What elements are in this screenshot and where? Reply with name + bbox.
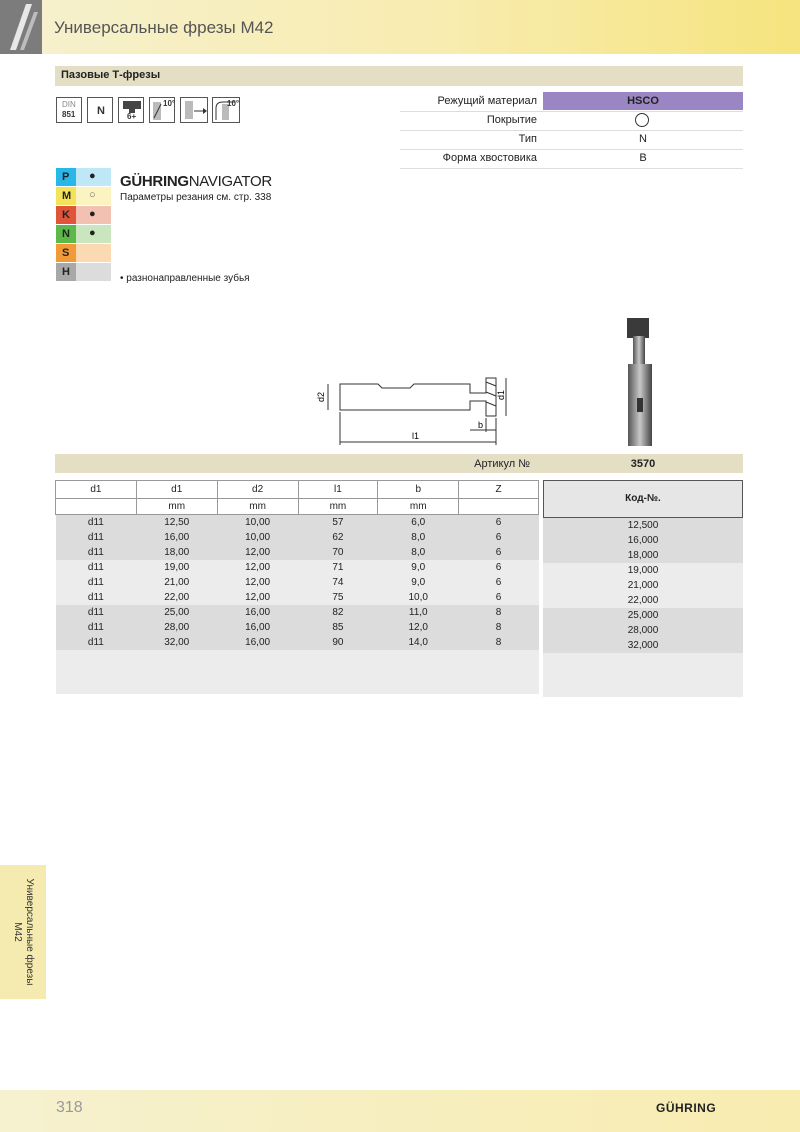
unit-cell: mm (136, 499, 217, 515)
col-header: Z (459, 481, 539, 499)
table-cell: 11,0 (378, 605, 459, 620)
tool-photo (615, 312, 665, 450)
table-cell: 10,00 (217, 515, 298, 531)
table-cell: 57 (298, 515, 378, 531)
din-label: DIN (62, 100, 76, 109)
feature-bullet: • разнонаправленные зубья (120, 273, 250, 284)
table-cell: 19,00 (136, 560, 217, 575)
d2-label: d2 (316, 391, 326, 402)
table-cell: 12,00 (217, 545, 298, 560)
code-cell[interactable]: 21,000 (543, 578, 743, 593)
material-row-k: K ● (56, 206, 111, 224)
d1-label: d1 (496, 389, 506, 400)
type-n-icon (87, 97, 113, 123)
feed-direction-icon (180, 97, 208, 123)
unit-cell (459, 499, 539, 515)
article-label: Артикул № (474, 458, 530, 470)
page-number: 318 (56, 1099, 83, 1116)
table-cell: 82 (298, 605, 378, 620)
prop-divider (400, 149, 743, 150)
table-cell: 14,0 (378, 635, 459, 650)
footer-brand-logo: GÜHRING (656, 1101, 717, 1115)
tool-drawing (310, 370, 530, 450)
code-row[interactable] (543, 533, 743, 548)
table-cell: 9,0 (378, 575, 459, 590)
table-cell: 12,00 (217, 575, 298, 590)
code-cell[interactable]: 22,000 (543, 593, 743, 608)
prop-value-material: HSCO (627, 95, 659, 107)
table-cell: 6 (459, 575, 539, 590)
b-label: b (478, 420, 484, 430)
prop-label-type: Тип (518, 133, 537, 145)
table-cell: d11 (56, 590, 137, 605)
material-row-m: M ○ (56, 187, 111, 205)
table-cell: 70 (298, 545, 378, 560)
unit-cell: mm (298, 499, 378, 515)
table-cell: d11 (56, 635, 137, 650)
prop-label-coating: Покрытие (486, 114, 537, 126)
unit-cell (56, 499, 137, 515)
prop-label-material: Режущий материал (437, 95, 537, 107)
table-cell: d11 (56, 575, 137, 590)
code-cell[interactable]: 12,500 (543, 518, 743, 533)
prop-label-shank: Форма хвостовика (442, 152, 537, 164)
table-filler (543, 653, 743, 697)
table-cell: 18,00 (136, 545, 217, 560)
table-cell: 6 (459, 530, 539, 545)
spec-table (55, 480, 539, 694)
material-row-p: P ● (56, 168, 111, 186)
plunge-angle-icon (212, 97, 240, 123)
table-row (56, 560, 539, 575)
table-cell: d11 (56, 515, 137, 531)
table-cell: 6 (459, 590, 539, 605)
table-cell: d11 (56, 605, 137, 620)
helix-angle-icon (149, 97, 175, 123)
guhring-navigator-logo: GÜHRINGNAVIGATOR (120, 173, 272, 190)
teeth-count-label: 6+ (127, 112, 137, 121)
table-cell: 22,00 (136, 590, 217, 605)
table-cell: 28,00 (136, 620, 217, 635)
section-title: Пазовые Т-фрезы (61, 69, 161, 81)
code-header: Код-№. (543, 480, 743, 518)
prop-value-shank: B (639, 152, 647, 164)
code-cell[interactable]: 28,000 (543, 623, 743, 638)
table-cell: 74 (298, 575, 378, 590)
din-icon (56, 97, 82, 123)
code-row[interactable] (543, 578, 743, 593)
code-row[interactable] (543, 623, 743, 638)
table-cell: 8 (459, 635, 539, 650)
table-cell: 9,0 (378, 560, 459, 575)
code-cell[interactable]: 19,000 (543, 563, 743, 578)
l1-label: l1 (412, 431, 420, 441)
col-header: d2 (217, 481, 298, 499)
table-cell: 85 (298, 620, 378, 635)
table-cell: 75 (298, 590, 378, 605)
table-cell: 16,00 (217, 620, 298, 635)
col-header: b (378, 481, 459, 499)
table-cell: 12,00 (217, 560, 298, 575)
prop-divider (400, 130, 743, 131)
table-cell: d11 (56, 545, 137, 560)
table-cell: 10,0 (378, 590, 459, 605)
table-cell: 16,00 (136, 530, 217, 545)
cutting-params-note: Параметры резания см. стр. 338 (120, 192, 272, 203)
table-cell: 6 (459, 515, 539, 531)
table-cell: d11 (56, 530, 137, 545)
table-cell: 21,00 (136, 575, 217, 590)
table-cell: 12,0 (378, 620, 459, 635)
code-row[interactable] (543, 593, 743, 608)
table-cell: 10,00 (217, 530, 298, 545)
type-n-label: N (97, 105, 105, 117)
code-row[interactable] (543, 548, 743, 563)
material-row-s: S (56, 244, 111, 262)
code-cell[interactable]: 25,000 (543, 608, 743, 623)
code-row[interactable] (543, 563, 743, 578)
table-cell: 12,00 (217, 590, 298, 605)
unit-cell: mm (217, 499, 298, 515)
article-number: 3570 (630, 458, 656, 470)
brand-logo-block (0, 0, 42, 54)
table-row (56, 575, 539, 590)
col-header: d1 (136, 481, 217, 499)
table-cell: 25,00 (136, 605, 217, 620)
table-cell: 6 (459, 560, 539, 575)
table-cell: 71 (298, 560, 378, 575)
table-row (56, 635, 539, 650)
col-header: d1 (56, 481, 137, 499)
table-cell: 32,00 (136, 635, 217, 650)
table-row (56, 590, 539, 605)
table-row (56, 545, 539, 560)
plunge-angle-label: 10° (227, 99, 240, 108)
table-cell: 12,50 (136, 515, 217, 531)
table-cell: d11 (56, 620, 137, 635)
material-row-n: N ● (56, 225, 111, 243)
material-row-h: H (56, 263, 111, 281)
table-row (56, 620, 539, 635)
prop-divider (400, 168, 743, 169)
table-cell: 8,0 (378, 530, 459, 545)
prop-value-type: N (639, 133, 647, 145)
table-filler (56, 650, 539, 694)
side-tab-label: Универсальные фрезы M42 (12, 878, 35, 986)
table-row (56, 605, 539, 620)
code-row[interactable] (543, 638, 743, 653)
code-cell[interactable]: 18,000 (543, 548, 743, 563)
table-cell: 6,0 (378, 515, 459, 531)
code-row[interactable] (543, 608, 743, 623)
din-number: 851 (62, 110, 76, 119)
code-row[interactable] (543, 518, 743, 533)
page-title: Универсальные фрезы M42 (54, 18, 274, 37)
table-cell: 16,00 (217, 635, 298, 650)
slash-logo-icon (0, 0, 42, 54)
table-cell: 8 (459, 620, 539, 635)
unit-cell: mm (378, 499, 459, 515)
table-row (56, 515, 539, 531)
table-cell: 90 (298, 635, 378, 650)
table-cell: 62 (298, 530, 378, 545)
table-cell: 8,0 (378, 545, 459, 560)
table-row (56, 530, 539, 545)
code-table (543, 518, 743, 697)
table-cell: d11 (56, 560, 137, 575)
code-cell[interactable]: 32,000 (543, 638, 743, 653)
table-cell: 8 (459, 605, 539, 620)
uncoated-circle-icon (635, 113, 649, 127)
code-cell[interactable]: 16,000 (543, 533, 743, 548)
table-cell: 16,00 (217, 605, 298, 620)
prop-divider (400, 111, 743, 112)
table-cell: 6 (459, 545, 539, 560)
col-header: l1 (298, 481, 378, 499)
helix-angle-label: 10° (163, 99, 176, 108)
teeth-count-icon (118, 97, 144, 123)
